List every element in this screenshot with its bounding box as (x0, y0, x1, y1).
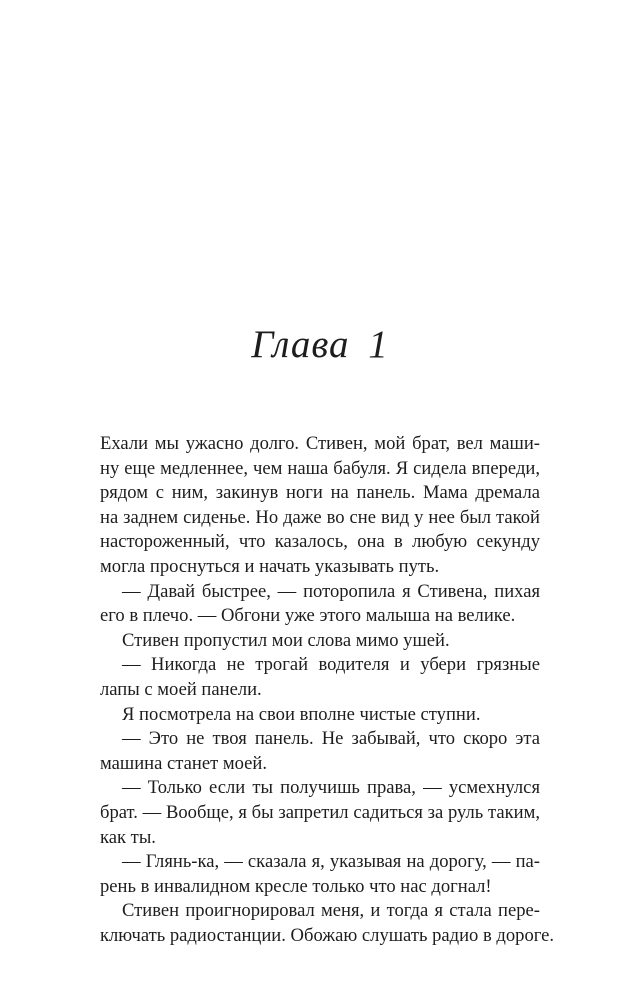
text-line: настороженный, что казалось, она в любую секунду (100, 531, 540, 553)
chapter-title: Глава 1 (251, 323, 389, 366)
text-line: Стивен проигнорировал меня, и тогда я стала пере- (122, 900, 540, 922)
text-line: Ехали мы ужасно долго. Стивен, мой брат, вел маши- (100, 433, 540, 454)
text-line: — Глянь-ка, — сказала я, указывая на дорогу, — па- (122, 851, 540, 873)
text-line: ну еще медленнее, чем наша бабуля. Я сидела впереди, (100, 457, 540, 479)
text-line: ключать радиостанции. Обожаю слушать радио в дороге. (100, 924, 555, 946)
text-line: рядом с ним, закинув ноги на панель. Мама дремала (100, 482, 540, 504)
text-line: машина станет моей. (100, 752, 267, 774)
text-line: Стивен пропустил мои слова мимо ушей. (122, 629, 450, 651)
text-line: лапы с моей панели. (100, 678, 262, 700)
text-line: брат. — Вообще, я бы запретил садиться за руль таким, (100, 801, 540, 823)
text-line: его в плечо. — Обгони уже этого малыша на велике. (100, 605, 516, 627)
text-line: как ты. (100, 826, 156, 848)
text-line: — Только если ты получишь права, — усмехнулся (122, 777, 540, 799)
text-line: на заднем сиденье. Но даже во сне вид у нее был такой (100, 506, 540, 528)
text-line: — Давай быстрее, — поторопила я Стивена, пихая (122, 580, 540, 602)
text-line: Я посмотрела на свои вполне чистые ступни. (122, 703, 481, 725)
chapter-body-text (100, 432, 555, 948)
text-line: — Никогда не трогай водителя и убери грязные (122, 654, 540, 676)
text-line: — Это не твоя панель. Не забывай, что скоро эта (122, 728, 540, 750)
text-line: рень в инвалидном кресле только что нас догнал! (100, 875, 492, 897)
text-line: могла проснуться и начать указывать путь. (100, 555, 440, 577)
